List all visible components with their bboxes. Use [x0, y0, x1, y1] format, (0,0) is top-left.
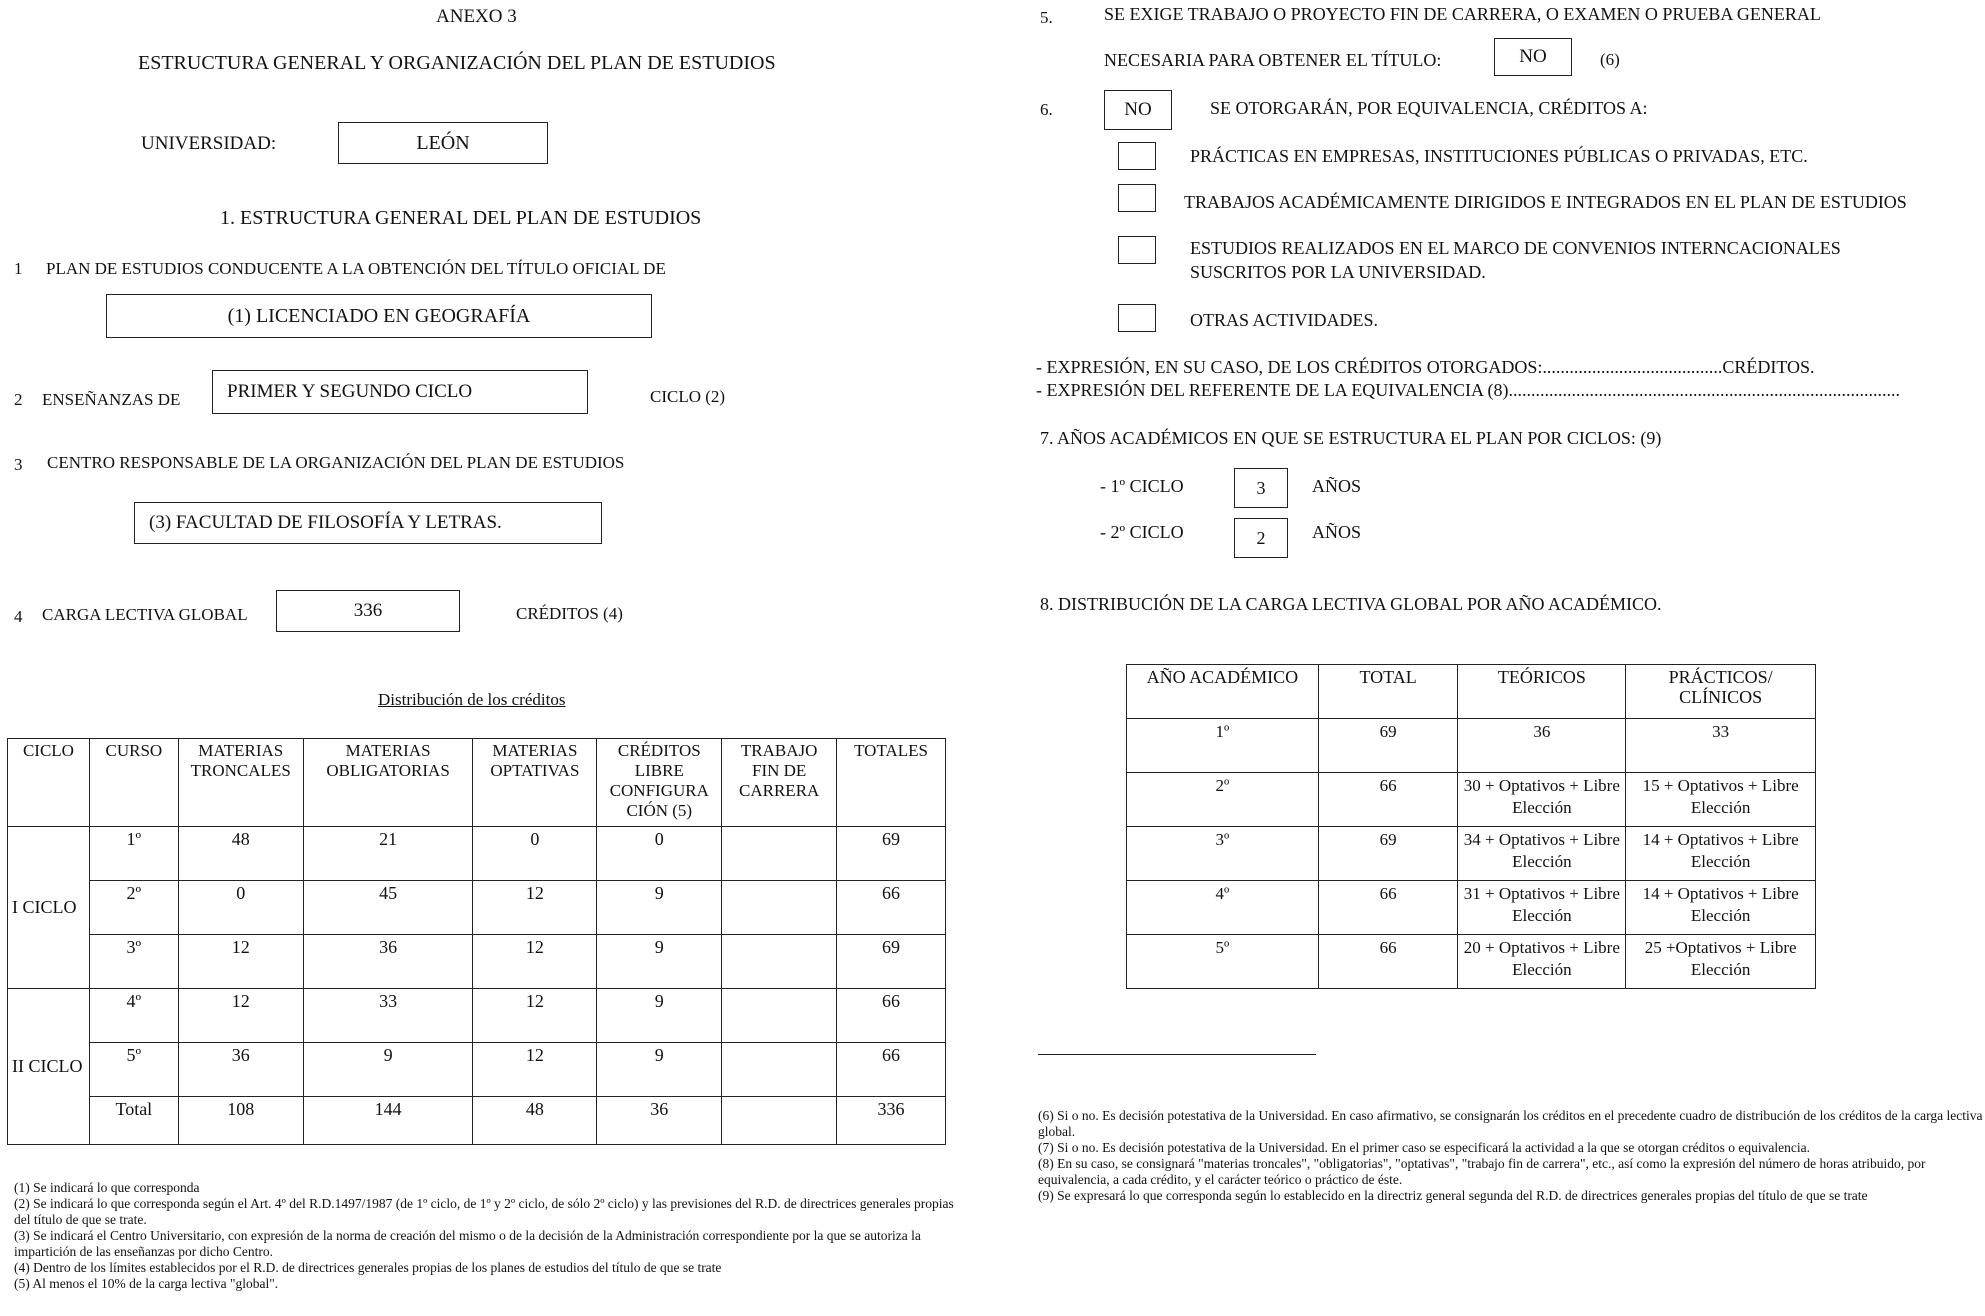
cell-libre: 0 [597, 827, 722, 881]
cell-theoretical: 34 + Optativos + Libre Elección [1458, 827, 1626, 881]
cell-practical: 14 + Optativos + Libre Elección [1626, 881, 1816, 935]
total-credits-field [276, 590, 460, 632]
cell-totales: 69 [837, 827, 946, 881]
cell-optativas: 48 [473, 1097, 597, 1145]
option-checkbox [1118, 142, 1156, 170]
cell-total: 66 [1318, 935, 1458, 989]
header-theoretical: TEÓRICOS [1458, 665, 1626, 719]
table-row [1127, 827, 1816, 881]
cycle1-years-field [1234, 468, 1288, 508]
expression-credits: - EXPRESIÓN, EN SU CASO, DE LOS CRÉDITOS OTORGADOS:........................................CRÉDITOS. [1036, 357, 1815, 377]
cell-optativas: 12 [473, 1043, 597, 1097]
cycle-2-cell: II CICLO [8, 989, 90, 1145]
option-label: SUSCRITOS POR LA UNIVERSIDAD. [1190, 262, 1486, 282]
cell-obligatorias: 36 [303, 935, 473, 989]
credits-distribution-table [7, 738, 946, 1145]
option-checkbox [1118, 236, 1156, 264]
right-footnotes [1038, 1108, 1983, 1204]
footnote: (1) Se indicará lo que corresponda [14, 1180, 200, 1195]
teachings-value: PRIMER Y SEGUNDO CICLO [227, 381, 473, 402]
cell-totales: 66 [837, 1043, 946, 1097]
item6-label: SE OTORGARÁN, POR EQUIVALENCIA, CRÉDITOS A: [1210, 98, 1648, 118]
footnote: (8) En su caso, se consignará "materias troncales", "obligatorias", "optativas", "trabajo fin de carrera", etc., así como la expresión del número de horas atribuido, por equivalencia, a cada crédito, y el carácter teórico o práctico de éste. [1038, 1156, 1926, 1187]
cell-curso: 2º [89, 881, 178, 935]
item4-number: 4 [14, 607, 23, 626]
degree-title-value: (1) LICENCIADO EN GEOGRAFÍA [227, 304, 531, 327]
item2-number: 2 [14, 390, 23, 409]
cell-troncales: 48 [178, 827, 303, 881]
table-header-row [8, 739, 946, 827]
yearly-load-table [1126, 664, 1816, 989]
cell-obligatorias: 144 [303, 1097, 473, 1145]
cell-trabajo [722, 827, 837, 881]
section1-heading: 1. ESTRUCTURA GENERAL DEL PLAN DE ESTUDIOS [220, 207, 702, 229]
item2-suffix: CICLO (2) [650, 387, 726, 406]
cell-troncales: 0 [178, 881, 303, 935]
cell-practical: 14 + Optativos + Libre Elección [1626, 827, 1816, 881]
cell-totales: 66 [837, 881, 946, 935]
cell-libre: 9 [597, 935, 722, 989]
table-header-row [1127, 665, 1816, 719]
header-trabajo-fin-carrera: TRABAJO FIN DE CARRERA [722, 739, 837, 827]
option-label: PRÁCTICAS EN EMPRESAS, INSTITUCIONES PÚBLICAS O PRIVADAS, ETC. [1190, 146, 1808, 166]
item5-line1: SE EXIGE TRABAJO O PROYECTO FIN DE CARRERA, O EXAMEN O PRUEBA GENERAL [1104, 4, 1821, 24]
item4-label: CARGA LECTIVA GLOBAL [42, 605, 248, 624]
cell-obligatorias: 9 [303, 1043, 473, 1097]
cell-practical: 25 +Optativos + Libre Elección [1626, 935, 1816, 989]
table-row [8, 881, 946, 935]
header-practical: PRÁCTICOS/ CLÍNICOS [1626, 665, 1816, 719]
cell-optativas: 12 [473, 881, 597, 935]
table-row [8, 989, 946, 1043]
cell-total: 66 [1318, 773, 1458, 827]
cell-total: 66 [1318, 881, 1458, 935]
item7-label: 7. AÑOS ACADÉMICOS EN QUE SE ESTRUCTURA EL PLAN POR CICLOS: (9) [1040, 428, 1662, 448]
header-total: TOTAL [1318, 665, 1458, 719]
cell-libre: 36 [597, 1097, 722, 1145]
degree-title-field [106, 294, 652, 338]
header-curso: CURSO [89, 739, 178, 827]
footnote: (6) Si o no. Es decisión potestativa de la Universidad. En caso afirmativo, se consignarán los créditos en el precedente cuadro de distribución de los créditos de la carga lectiva global. [1038, 1108, 1983, 1139]
item1-number: 1 [14, 259, 23, 278]
item4-suffix: CRÉDITOS (4) [516, 604, 623, 623]
center-value: (3) FACULTAD DE FILOSOFÍA Y LETRAS. [149, 512, 502, 533]
cycle2-years-field [1234, 518, 1288, 558]
cell-curso: 5º [89, 1043, 178, 1097]
footnote: (2) Se indicará lo que corresponda según el Art. 4º del R.D.1497/1987 (de 1º ciclo, de 1º y 2º ciclo, de sólo 2º ciclo) y las previsiones del R.D. de directrices generales propias del título de que se trate. [14, 1196, 954, 1227]
cell-troncales: 12 [178, 935, 303, 989]
cycle-1-cell: I CICLO [8, 827, 90, 989]
option-checkbox [1118, 184, 1156, 212]
final-project-field [1494, 38, 1572, 76]
annex-title: ANEXO 3 [436, 6, 517, 27]
cell-obligatorias: 33 [303, 989, 473, 1043]
header-year: AÑO ACADÉMICO [1127, 665, 1319, 719]
left-footnotes [14, 1180, 964, 1292]
cell-trabajo [722, 989, 837, 1043]
equivalence-field [1104, 90, 1172, 130]
option-label: ESTUDIOS REALIZADOS EN EL MARCO DE CONVENIOS INTERNCACIONALES [1190, 238, 1841, 258]
cell-theoretical: 36 [1458, 719, 1626, 773]
table-total-row [8, 1097, 946, 1145]
cell-trabajo [722, 935, 837, 989]
item2-label: ENSEÑANZAS DE [42, 390, 181, 409]
header-optativas: MATERIAS OPTATIVAS [473, 739, 597, 827]
cycle1-label: - 1º CICLO [1100, 476, 1184, 496]
cell-obligatorias: 45 [303, 881, 473, 935]
footnote-divider [1038, 1054, 1316, 1055]
header-libre-configuracion: CRÉDITOS LIBRE CONFIGURA CIÓN (5) [597, 739, 722, 827]
table-row [1127, 935, 1816, 989]
cell-theoretical: 20 + Optativos + Libre Elección [1458, 935, 1626, 989]
cell-libre: 9 [597, 881, 722, 935]
cell-theoretical: 30 + Optativos + Libre Elección [1458, 773, 1626, 827]
cell-curso: 1º [89, 827, 178, 881]
cell-trabajo [722, 881, 837, 935]
table-row [1127, 773, 1816, 827]
cell-curso: 3º [89, 935, 178, 989]
cycle2-years-value: 2 [1256, 527, 1266, 548]
item5-line2: NECESARIA PARA OBTENER EL TÍTULO: [1104, 50, 1442, 70]
footnote: (3) Se indicará el Centro Universitario, con expresión de la norma de creación del mismo o de la decisión de la Administración correspondiente por la que se autoriza la impartición de las enseñanzas por dicho Centro. [14, 1228, 921, 1259]
teachings-field [212, 370, 588, 414]
cell-libre: 9 [597, 1043, 722, 1097]
cycle1-years-value: 3 [1256, 477, 1266, 498]
cell-theoretical: 31 + Optativos + Libre Elección [1458, 881, 1626, 935]
cell-total: 69 [1318, 719, 1458, 773]
item5-note: (6) [1600, 50, 1620, 69]
item1-label: PLAN DE ESTUDIOS CONDUCENTE A LA OBTENCIÓN DEL TÍTULO OFICIAL DE [46, 259, 666, 278]
header-ciclo: CICLO [8, 739, 90, 827]
university-field [338, 122, 548, 164]
cell-trabajo [722, 1043, 837, 1097]
equivalence-value: NO [1124, 99, 1152, 120]
cell-year: 3º [1127, 827, 1319, 881]
header-troncales: MATERIAS TRONCALES [178, 739, 303, 827]
footnote: (7) Si o no. Es decisión potestativa de la Universidad. En el primer caso se especificará la actividad a la que se otorgan créditos o equivalencia. [1038, 1140, 1810, 1155]
cell-optativas: 12 [473, 935, 597, 989]
cell-trabajo [722, 1097, 837, 1145]
item3-number: 3 [14, 455, 23, 474]
cell-libre: 9 [597, 989, 722, 1043]
option-label: TRABAJOS ACADÉMICAMENTE DIRIGIDOS E INTEGRADOS EN EL PLAN DE ESTUDIOS [1184, 192, 1907, 212]
header-obligatorias: MATERIAS OBLIGATORIAS [303, 739, 473, 827]
cell-year: 4º [1127, 881, 1319, 935]
cell-troncales: 36 [178, 1043, 303, 1097]
table-row [8, 827, 946, 881]
table-row [8, 1043, 946, 1097]
cell-optativas: 0 [473, 827, 597, 881]
cycle2-label: - 2º CICLO [1100, 522, 1184, 542]
cell-totales: 69 [837, 935, 946, 989]
table-row [1127, 881, 1816, 935]
cell-totales: 66 [837, 989, 946, 1043]
item5-number: 5. [1040, 8, 1053, 27]
cell-year: 5º [1127, 935, 1319, 989]
university-label: UNIVERSIDAD: [141, 133, 277, 154]
years-label: AÑOS [1312, 522, 1362, 542]
table-row [8, 935, 946, 989]
cell-year: 2º [1127, 773, 1319, 827]
cell-practical: 15 + Optativos + Libre Elección [1626, 773, 1816, 827]
cell-practical: 33 [1626, 719, 1816, 773]
item3-label: CENTRO RESPONSABLE DE LA ORGANIZACIÓN DEL PLAN DE ESTUDIOS [47, 453, 625, 472]
expression-reference: - EXPRESIÓN DEL REFERENTE DE LA EQUIVALENCIA (8)....................................................................................... [1036, 380, 1900, 400]
university-value: LEÓN [416, 131, 470, 154]
distribution-title: Distribución de los créditos [378, 690, 566, 709]
footnote: (9) Se expresará lo que corresponda según lo establecido en la directriz general segunda del R.D. de directrices generales propias del título de que se trate [1038, 1188, 1868, 1203]
center-field [134, 502, 602, 544]
cell-troncales: 108 [178, 1097, 303, 1145]
footnote: (5) Al menos el 10% de la carga lectiva "global". [14, 1276, 279, 1291]
cell-optativas: 12 [473, 989, 597, 1043]
cell-curso: Total [89, 1097, 178, 1145]
footnote: (4) Dentro de los límites establecidos por el R.D. de directrices generales propias de los planes de estudios del título de que se trate [14, 1260, 722, 1275]
cell-year: 1º [1127, 719, 1319, 773]
option-checkbox [1118, 304, 1156, 332]
years-label: AÑOS [1312, 476, 1362, 496]
final-project-value: NO [1519, 46, 1547, 67]
item8-label: 8. DISTRIBUCIÓN DE LA CARGA LECTIVA GLOBAL POR AÑO ACADÉMICO. [1040, 594, 1662, 614]
cell-total: 69 [1318, 827, 1458, 881]
cell-troncales: 12 [178, 989, 303, 1043]
main-heading: ESTRUCTURA GENERAL Y ORGANIZACIÓN DEL PLAN DE ESTUDIOS [138, 52, 776, 74]
cell-obligatorias: 21 [303, 827, 473, 881]
cell-curso: 4º [89, 989, 178, 1043]
header-totales: TOTALES [837, 739, 946, 827]
total-credits-value: 336 [353, 600, 383, 621]
cell-totales: 336 [837, 1097, 946, 1145]
table-row [1127, 719, 1816, 773]
option-label: OTRAS ACTIVIDADES. [1190, 310, 1379, 330]
item6-number: 6. [1040, 100, 1053, 119]
